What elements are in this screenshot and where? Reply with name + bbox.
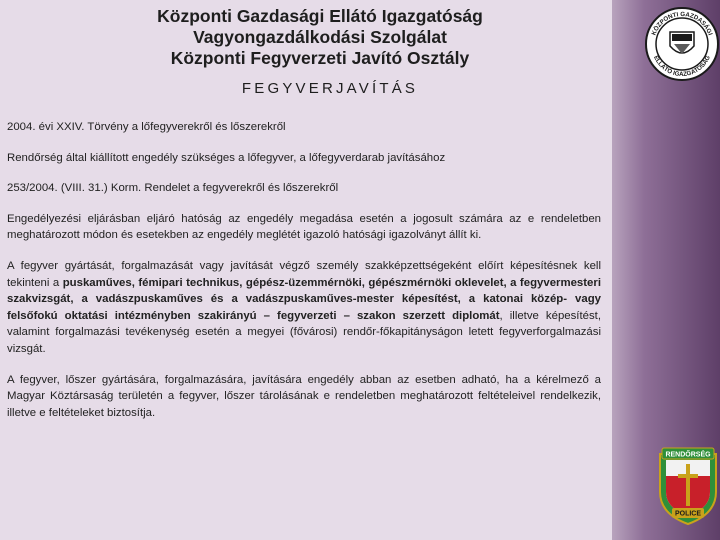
svg-text:ELLÁTÓ IGAZGATÓSÁG: ELLÁTÓ IGAZGATÓSÁG xyxy=(652,54,712,79)
svg-text:POLICE: POLICE xyxy=(674,510,702,518)
police-crest-logo xyxy=(656,446,720,526)
title-line-1: Központi Gazdasági Ellátó Igazgatóság xyxy=(157,6,483,26)
section-title: FEGYVERJAVÍTÁS xyxy=(241,80,419,97)
law-1-text: Rendőrség által kiállított engedély szükséges a lőfegyver, a lőfegyverdarab javításához xyxy=(7,151,446,164)
law-2-text: Engedélyezési eljárásban eljáró hatóság az engedély megadása esetén a jogosult számára az e rendeletben meghatározott módon és esetekben az engedély meglétét igazoló hatósági igazolványt állít ki. xyxy=(7,212,601,242)
qualification-text-2: , illetve képesítést, valamint forgalmazási tevékenység esetén a megyei (fővárosi) rendőr-főkapitányságon letett fegyverforgalmazási vizsgát. xyxy=(7,309,601,355)
svg-text:KÖZPONTI GAZDASÁGI: KÖZPONTI GAZDASÁGI xyxy=(650,10,714,37)
title-line-3: Központi Fegyverzeti Javító Osztály xyxy=(170,48,470,68)
body-text xyxy=(7,119,601,435)
qualification-paragraph xyxy=(7,258,601,358)
page-title xyxy=(110,6,530,69)
qualification-bold: puskaműves, fémipari technikus, gépész-üzemmérnöki, gépészmérnöki oklevelet, a fegyvermesteri szakvizsgát, a vadászpuskaműves és a vadászpuskaműves-mester képesítést, a katonai közép- vagy felsőfokú oktatási intézményben szakirányú – fegyverzeti – szakon szerzett diplomát xyxy=(7,276,601,322)
law-2-title: 253/2004. (VIII. 31.) Korm. Rendelet a fegyverekről és lőszerekről xyxy=(7,182,339,195)
law-1-title: 2004. évi XXIV. Törvény a lőfegyverekről és lőszerekről xyxy=(7,121,286,133)
svg-text:RENDŐRSÉG: RENDŐRSÉG xyxy=(665,451,711,459)
qualification-text-1: A fegyver gyártását, forgalmazását vagy javítását végző személy szakképzettségeként előírt képesítésnek kell tekinteni a xyxy=(7,259,601,289)
title-line-2: Vagyongazdálkodási Szolgálat xyxy=(193,27,447,47)
permit-paragraph: A fegyver, lőszer gyártására, forgalmazására, javítására engedély abban az esetben adható, ha a kérelmező a Magyar Köztársaság területén a fegyver, lőszer tárolásának e rendeletben meghatározott feltételeivel rendelkezik, illetve e feltételeket biztosítja. xyxy=(7,373,601,419)
organization-seal-logo xyxy=(644,6,720,82)
